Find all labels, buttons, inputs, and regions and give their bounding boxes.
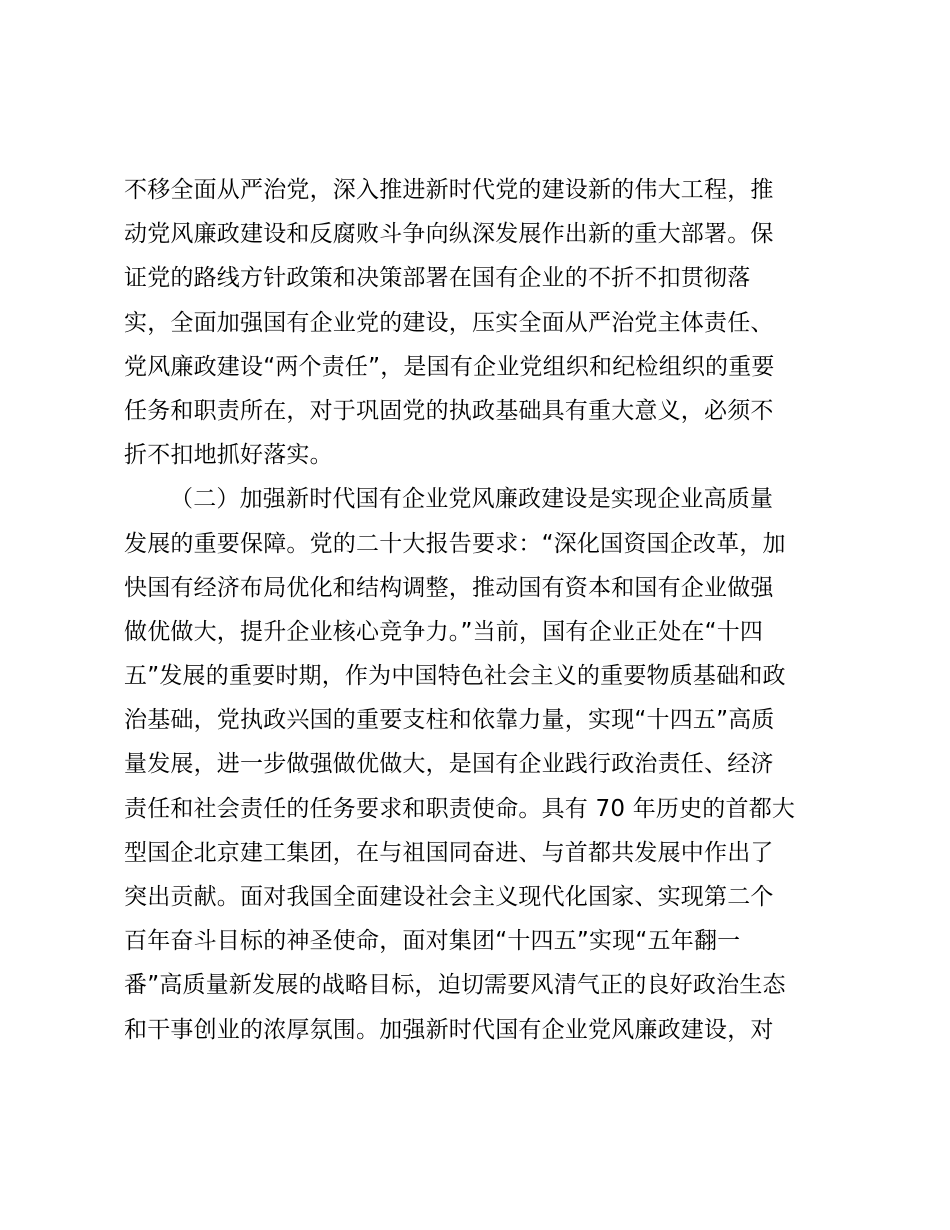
text-line: 党风廉政建设“两个责任”，是国有企业党组织和纪检组织的重要 xyxy=(124,353,775,380)
text-line: 做优做大，提升企业核心竞争力。”当前，国有企业正处在“十四 xyxy=(124,618,764,645)
text-line-first-indented: （二）加强新时代国有企业党风廉政建设是实现企业高质量 xyxy=(170,486,774,513)
text-line: 责任和社会责任的任务要求和职责使命。具有 70 年历史的首都大 xyxy=(124,795,796,822)
text-line: 突出贡献。面对我国全面建设社会主义现代化国家、实现第二个 xyxy=(124,884,774,910)
paragraph-2 xyxy=(124,477,836,1140)
text-line: 和干事创业的浓厚氛围。加强新时代国有企业党风廉政建设，对 xyxy=(124,1016,774,1043)
text-line: 证党的路线方针政策和决策部署在国有企业的不折不扣贯彻落 xyxy=(124,265,751,292)
text-line: 治基础，党执政兴国的重要支柱和依靠力量，实现“十四五”高质 xyxy=(124,707,775,734)
text-line: 番”高质量新发展的战略目标，迫切需要风清气正的良好政治生态 xyxy=(124,972,786,999)
text-line: 量发展，进一步做强做优做大，是国有企业践行政治责任、经济 xyxy=(124,751,774,778)
document-body xyxy=(124,168,836,1140)
paragraph-1 xyxy=(124,168,836,477)
text-line: 任务和职责所在，对于巩固党的执政基础具有重大意义，必须不 xyxy=(124,397,774,424)
text-line: 发展的重要保障。党的二十大报告要求：“深化国资国企改革，加 xyxy=(124,530,786,557)
text-line: 型国企北京建工集团，在与祖国同奋进、与首都共发展中作出了 xyxy=(124,839,774,866)
text-line: 不移全面从严治党，深入推进新时代党的建设新的伟大工程，推 xyxy=(124,177,774,203)
text-line: 折不扣地抓好落实。 xyxy=(124,442,333,469)
text-line xyxy=(124,1096,836,1140)
text-line: 实，全面加强国有企业党的建设，压实全面从严治党主体责任、 xyxy=(124,309,774,336)
text-line: 五”发展的重要时期，作为中国特色社会主义的重要物质基础和政 xyxy=(124,663,786,690)
text-line: 快国有经济布局优化和结构调整，推动国有资本和国有企业做强 xyxy=(124,574,774,601)
text-line: 百年奋斗目标的神圣使命，面对集团“十四五”实现“五年翻一 xyxy=(124,928,741,955)
text-line xyxy=(124,1052,836,1096)
text-line: 动党风廉政建设和反腐败斗争向纵深发展作出新的重大部署。保 xyxy=(124,221,774,248)
